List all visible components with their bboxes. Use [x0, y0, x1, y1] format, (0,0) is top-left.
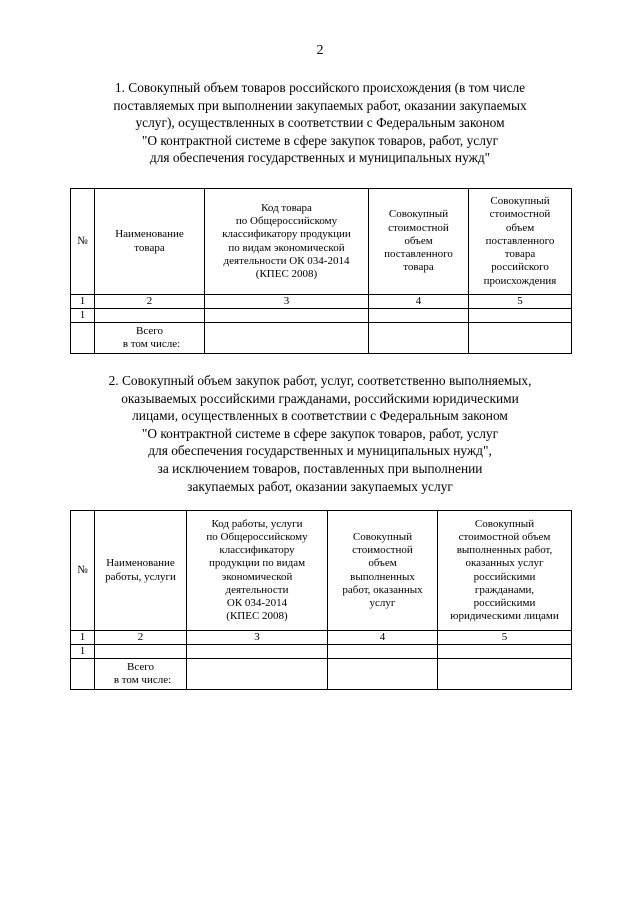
row-number-cell: 1	[71, 309, 95, 323]
column-number-row	[71, 295, 572, 309]
page-number: 2	[316, 43, 324, 58]
column-number: 3	[205, 295, 369, 309]
total-sub-label: в том числе:	[113, 674, 172, 687]
section1-table	[70, 188, 572, 354]
heading-line: для обеспечения государственных и муниципальных нужд"	[149, 150, 491, 166]
empty-cell	[438, 645, 572, 659]
total-row	[71, 659, 572, 690]
table-row	[71, 309, 572, 323]
header-cell-russian-volume: Совокупный стоимостной объем поставленного товара российского происхождения	[469, 189, 572, 295]
table-header-row	[71, 189, 572, 295]
heading-line: оказываемых российскими гражданами, российскими юридическими	[121, 390, 519, 406]
empty-cell	[71, 323, 95, 354]
row-number-cell: 1	[71, 645, 95, 659]
header-cell-name: Наименование работы, услуги	[95, 511, 187, 631]
column-number: 4	[369, 295, 469, 309]
column-number: 1	[71, 295, 95, 309]
total-label-cell	[95, 659, 187, 690]
column-number: 4	[328, 631, 438, 645]
heading-line: 2. Совокупный объем закупок работ, услуг, соответственно выполняемых,	[108, 373, 532, 388]
column-number: 3	[187, 631, 328, 645]
empty-cell	[369, 323, 469, 354]
header-cell-volume: Совокупный стоимостной объем выполненных работ, оказанных услуг	[328, 511, 438, 631]
column-number-row	[71, 631, 572, 645]
heading-line: для обеспечения государственных и муниципальных нужд",	[148, 443, 492, 459]
total-sub-label: в том числе:	[122, 338, 181, 351]
total-label: Всего	[127, 661, 154, 674]
header-cell-volume: Совокупный стоимостной объем поставленного товара	[369, 189, 469, 295]
heading-line: "О контрактной системе в сфере закупок товаров, работ, услуг	[141, 425, 499, 441]
table-header-row	[71, 511, 572, 631]
empty-cell	[187, 645, 328, 659]
column-number: 2	[95, 295, 205, 309]
heading-line: 1. Совокупный объем товаров российского происхождения (в том числе	[114, 80, 526, 95]
heading-line: поставляемых при выполнении закупаемых работ, оказании закупаемых	[113, 97, 527, 113]
empty-cell	[469, 309, 572, 323]
empty-cell	[187, 659, 328, 690]
header-cell-number: №	[71, 189, 95, 295]
header-cell-code: Код товара по Общероссийскому классификатору продукции по видам экономической деятельности ОК 034-2014 (КПЕС 2008)	[205, 189, 369, 295]
column-number: 1	[71, 631, 95, 645]
heading-line: услуг), осуществленных в соответствии с Федеральным законом	[135, 115, 505, 131]
table-row	[71, 645, 572, 659]
empty-cell	[205, 309, 369, 323]
heading-line: закупаемых работ, оказании закупаемых услуг	[187, 478, 453, 494]
total-row	[71, 323, 572, 354]
header-cell-code: Код работы, услуги по Общероссийскому классификатору продукции по видам экономической деятельности ОК 034-2014 (КПЕС 2008)	[187, 511, 328, 631]
section2-table	[70, 510, 572, 690]
empty-cell	[438, 659, 572, 690]
header-cell-name: Наименование товара	[95, 189, 205, 295]
header-cell-russian-volume: Совокупный стоимостной объем выполненных работ, оказанных услуг российскими гражданами, российскими юридическими лицами	[438, 511, 572, 631]
total-label: Всего	[136, 325, 163, 338]
empty-cell	[328, 659, 438, 690]
heading-line: лицами, осуществленных в соответствии с Федеральным законом	[132, 408, 508, 424]
total-label-cell	[95, 323, 205, 354]
section1-heading	[60, 79, 580, 167]
empty-cell	[369, 309, 469, 323]
section2-heading	[60, 372, 580, 495]
empty-cell	[469, 323, 572, 354]
empty-cell	[205, 323, 369, 354]
empty-cell	[95, 309, 205, 323]
header-cell-number: №	[71, 511, 95, 631]
column-number: 5	[438, 631, 572, 645]
empty-cell	[95, 645, 187, 659]
heading-line: "О контрактной системе в сфере закупок товаров, работ, услуг	[141, 132, 499, 148]
column-number: 5	[469, 295, 572, 309]
empty-cell	[71, 659, 95, 690]
column-number: 2	[95, 631, 187, 645]
empty-cell	[328, 645, 438, 659]
heading-line: за исключением товаров, поставленных при выполнении	[157, 460, 483, 476]
